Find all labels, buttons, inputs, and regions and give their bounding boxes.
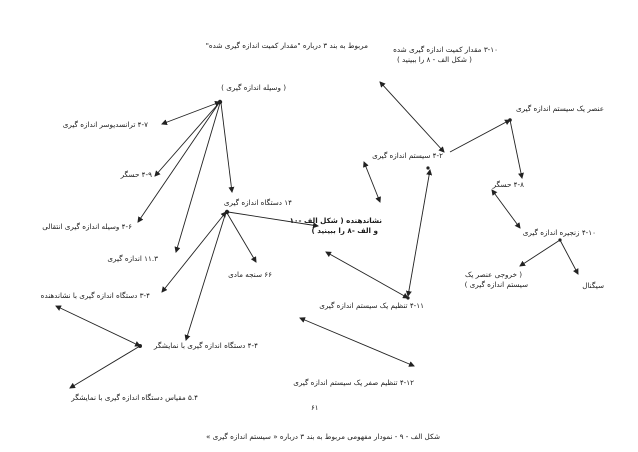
edge-inst-indicating [162, 212, 226, 292]
node-indicating-instrument: ۳-۴ دستگاه اندازه گیری با نشاندهنده [40, 291, 150, 300]
hub-instrument [225, 210, 229, 214]
edge-system-indication [364, 162, 380, 202]
node-transducer: ۴-۷ ترانسدیوسر اندازه گیری [62, 120, 148, 129]
hub-root [218, 100, 222, 104]
edge-indication-adjust [326, 252, 408, 298]
hub-adjust [406, 296, 409, 299]
node-transfer-device: ۴-۶ وسیله اندازه گیری انتقالی [42, 222, 132, 231]
edge-chain-signal [560, 240, 578, 274]
figure-caption: شکل الف - ۹ - نمودار مفهومی مربوط به بند ۳ درباره « سیستم اندازه گیری » [205, 432, 440, 441]
node-material-measure: ۶۶ سنجه مادی [228, 270, 272, 279]
edge-display-scale [70, 346, 140, 388]
node-system-adjustment: ۴-۱۱ تنظیم یک سیستم اندازه گیری [319, 301, 424, 310]
header-note: مربوط به بند ۳ درباره "مقدار کمیت اندازه گیری شده" [205, 41, 368, 50]
edge-element-sensor2 [510, 120, 522, 178]
node-display-scale: ۵.۴ مقیاس دستگاه اندازه گیری با نمایشگر [71, 393, 198, 402]
hub-display [138, 344, 142, 348]
node-quantity-value: ۳-۱۰ مقدار کمیت اندازه گیری شده [393, 45, 498, 54]
node-gauge: ۱۱.۳ اندازه گیری [107, 254, 158, 263]
edge-quantity-system [380, 82, 444, 152]
edge-root-gauge [176, 103, 220, 252]
node-element-output: ( خروجی عنصر یک [464, 270, 522, 279]
node-element-output-sub: سیستم اندازه گیری ) [464, 280, 528, 289]
node-indication: نشاندهنده ( شکل الف -۱۰ [289, 216, 382, 225]
node-sensor: ۴-۹ حسگر [120, 170, 152, 179]
node-system-element: عنصر یک سیستم اندازه گیری [516, 104, 604, 113]
node-measuring-chain: ۴-۱۰ زنجیره اندازه گیری [522, 228, 596, 237]
edge-system-element [450, 120, 510, 152]
node-measuring-system: ۴-۲ سیستم اندازه گیری [372, 151, 443, 160]
node-indication-sub: و الف -۸ را ببینید ) [311, 226, 378, 235]
edge-root-transducer [162, 102, 220, 124]
node-signal: سیگنال [582, 281, 604, 290]
hub-system [426, 166, 429, 169]
hub-element [508, 118, 512, 122]
edge-display-left [56, 306, 140, 346]
edge-inst-display [186, 212, 226, 340]
page-number: ۶۱ [311, 404, 319, 412]
node-displaying-instrument: ۴-۴ دستگاه اندازه گیری با نمایشگر [153, 341, 258, 350]
node-zero-adjustment: ۴-۱۲ تنظیم صفر یک سیستم اندازه گیری [293, 378, 414, 387]
edge-chain-output [520, 240, 560, 266]
edge-inst-material [227, 213, 256, 262]
node-quantity-value-sub: ( شکل الف - ۸ را ببینید ) [396, 55, 472, 64]
edge-root-instrument [221, 103, 232, 192]
edge-system-adjust [408, 170, 430, 296]
node-measuring-instrument: ۱۴ دستگاه اندازه گیری [223, 198, 292, 207]
node-instrument-root: ( وسیله اندازه گیری ) [221, 83, 286, 92]
edge-root-transfer [138, 103, 219, 222]
edge-sensor2-chain [492, 190, 520, 228]
node-sensor-2: ۴-۸ حسگر [492, 180, 524, 189]
edge-adjust-zero [300, 318, 414, 366]
hub-chain [558, 238, 561, 241]
